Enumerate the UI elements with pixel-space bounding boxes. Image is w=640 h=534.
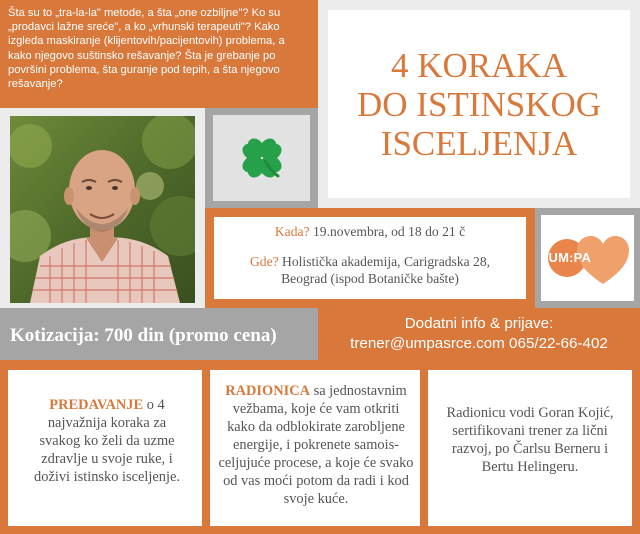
logo-card	[541, 215, 634, 301]
where-line-2: Beograd (ispod Botaničke bašte)	[281, 271, 459, 286]
page-title	[339, 46, 619, 163]
contact-line-1: Dodatni info & prijave:	[404, 315, 554, 332]
workshop-description: sa jednostavnim vežbama, koje će vam otkriti kako da odblokirate zarobljene energije, i pokrenete samois-celjujuće procese, a koje će svako od vas moći potom da radi i kod svoje kuće.	[218, 383, 414, 507]
details-row	[0, 360, 640, 534]
lecture-text	[26, 396, 188, 486]
clover-panel	[205, 108, 318, 208]
workshop-card	[210, 370, 420, 526]
trainer-text: Radionicu vodi Goran Kojić, sertifikovani trener za lični razvoj, po Čarlsu Berneru i Bertu Helingeru.	[446, 405, 614, 475]
event-where	[214, 253, 526, 287]
when-label: Kada?	[274, 224, 310, 239]
lecture-description: o 4 najvažnija koraka za svakog ko želi da uzme zdravlje u svoje ruke, i doživi istinsko isceljenje.	[34, 397, 180, 485]
price-bar	[0, 308, 318, 360]
photo-frame	[0, 108, 205, 308]
contact-bar	[318, 308, 640, 360]
where-line-1: Holistička akademija, Carigradska 28,	[278, 254, 491, 269]
event-when	[214, 223, 526, 240]
where-label: Gde?	[249, 254, 279, 269]
clover-card	[213, 115, 310, 201]
trainer-card	[428, 370, 632, 526]
logo-panel	[535, 208, 640, 308]
intro-text: Šta su to „tra-la-la" metode, a šta „one ozbiljne"? Ko su „prodavci lažne sreće", a ko „vrhunski terapeuti"? Kako izgleda maskiranje (klijentovih/pacijentovih) problema, a kako njegovo suštinsko rešavanje? Šta je grebanje po površini problema, šta guranje pod tepih, a šta njegovo rešavanje?	[8, 7, 285, 91]
title-panel	[318, 0, 640, 208]
workshop-highlight: RADIONICA	[225, 383, 310, 399]
workshop-text	[218, 382, 414, 508]
event-info-card	[214, 217, 526, 299]
event-info-panel	[205, 208, 535, 308]
brand-logo	[547, 228, 629, 288]
logo-text: UM:PA	[548, 250, 592, 265]
four-leaf-clover-icon	[232, 128, 292, 188]
intro-text-panel	[0, 0, 318, 108]
contact-line-2: trener@umpasrce.com 065/22-66-402	[350, 335, 608, 352]
lecture-highlight: PREDAVANJE	[49, 397, 144, 413]
lecture-card	[8, 370, 202, 526]
title-line-2: DO ISTINSKOG	[356, 84, 602, 124]
price-text: Kotizacija: 700 din (promo cena)	[10, 324, 277, 346]
trainer-photo	[10, 116, 195, 303]
when-value: 19.novembra, od 18 do 21 č	[309, 224, 466, 239]
title-line-1: 4 KORAKA	[391, 45, 567, 85]
title-line-3: ISCELJENJA	[380, 123, 578, 163]
title-card	[328, 10, 630, 198]
